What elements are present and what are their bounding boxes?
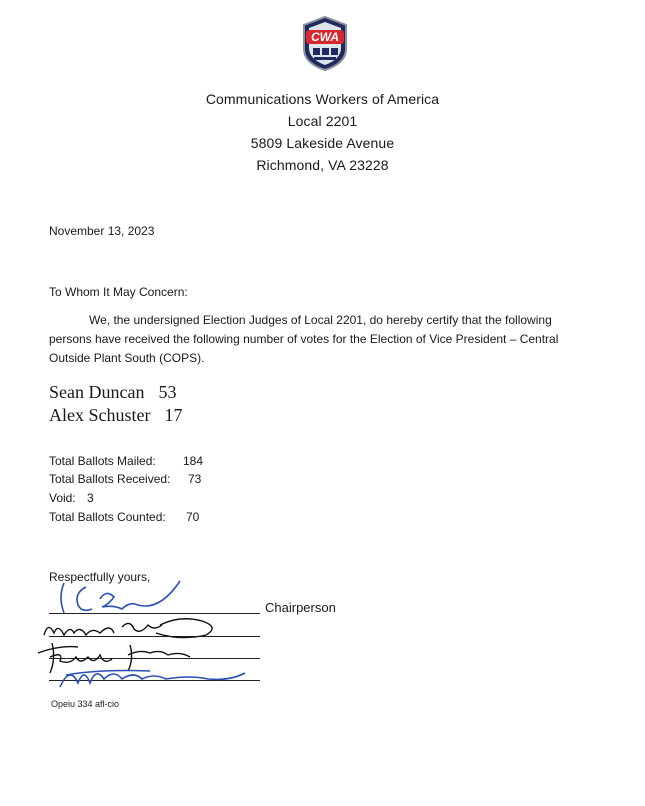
candidate-votes: 53 — [158, 382, 177, 402]
salutation: To Whom It May Concern: — [49, 285, 188, 299]
total-label: Total Ballots Received: — [49, 472, 171, 486]
letter-date: November 13, 2023 — [49, 224, 155, 238]
closing: Respectfully yours, — [49, 570, 151, 584]
local-name: Local 2201 — [287, 113, 358, 129]
union-bug: Opeiu 334 afl-cio — [51, 699, 120, 709]
total-row — [49, 454, 249, 468]
total-label: Total Ballots Counted: — [49, 510, 166, 524]
candidate-votes: 17 — [164, 405, 183, 425]
total-label: Void: — [49, 491, 76, 505]
cwa-logo — [300, 15, 350, 71]
candidate-row — [49, 405, 182, 426]
total-label: Total Ballots Mailed: — [49, 454, 156, 468]
total-value: 184 — [183, 454, 204, 468]
total-value: 73 — [188, 472, 202, 486]
candidate-name: Alex Schuster — [49, 405, 151, 425]
total-row — [49, 472, 249, 486]
city-address: Richmond, VA 23228 — [256, 157, 389, 173]
chairperson-label: Chairperson — [265, 600, 336, 615]
candidate-name: Sean Duncan — [49, 382, 145, 402]
certification-paragraph: We, the undersigned Election Judges of Local 2201, do hereby certify that the following persons have received the following number of votes for the Election of Vice President – Central Outside Plant South (COPS). — [49, 313, 559, 365]
logo-text: CWA — [311, 30, 339, 44]
total-value: 70 — [186, 510, 200, 524]
total-row — [49, 510, 249, 524]
total-value: 3 — [87, 491, 94, 505]
handwritten-signatures — [30, 575, 290, 690]
total-row — [49, 491, 249, 505]
org-name: Communications Workers of America — [205, 91, 440, 107]
candidate-row — [49, 382, 176, 403]
street-address: 5809 Lakeside Avenue — [250, 135, 395, 151]
